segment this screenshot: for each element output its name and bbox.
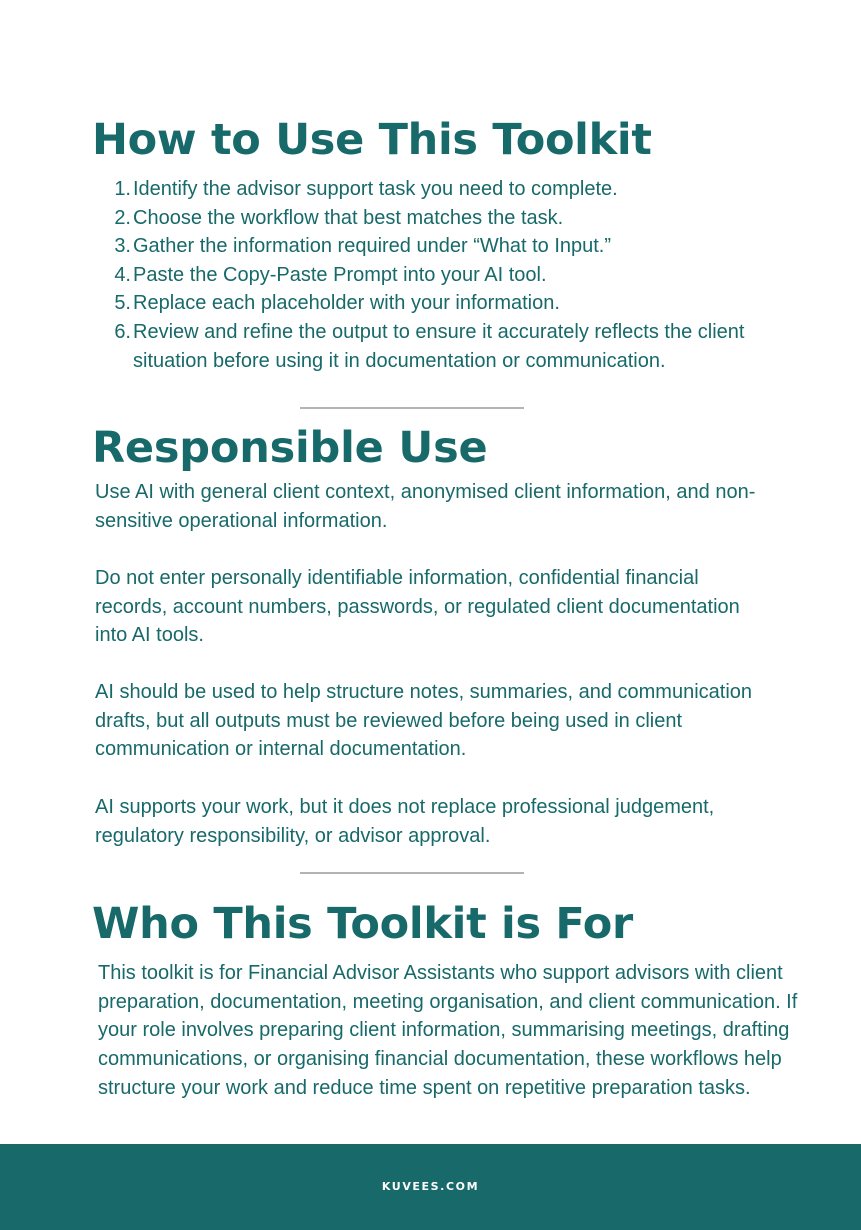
step-number: 4. (114, 263, 131, 286)
responsible-use-paragraph: Use AI with general client context, anonymised client information, and non-sensitive operational information. (95, 481, 756, 532)
footer-website-link[interactable]: KUVEES.COM (381, 1180, 480, 1193)
step-item (106, 175, 806, 204)
step-text: Paste the Copy-Paste Prompt into your AI tool. (133, 263, 547, 286)
step-text: Replace each placeholder with your information. (133, 292, 560, 315)
step-item (106, 204, 806, 233)
step-number: 6. (114, 320, 131, 343)
who-for-paragraph: This toolkit is for Financial Advisor Assistants who support advisors with client preparation, documentation, meeting organisation, and client communication. If your role involves preparing client information, summarising meetings, drafting communications, or organising financial documentation, these workflows help structure your work and reduce time spent on repetitive preparation tasks. (98, 962, 798, 1099)
section-divider (300, 407, 524, 409)
how-to-use-heading: How to Use This Toolkit (92, 115, 652, 165)
responsible-use-heading: Responsible Use (92, 423, 488, 473)
step-text: Identify the advisor support task you need to complete. (133, 178, 618, 200)
step-number: 1. (114, 178, 131, 200)
step-item (106, 318, 806, 375)
step-number: 5. (114, 292, 131, 315)
step-text: Review and refine the output to ensure it accurately reflects the client situation before using it in documentation or communication. (133, 320, 745, 372)
who-for-heading: Who This Toolkit is For (92, 899, 633, 949)
responsible-use-paragraph: AI supports your work, but it does not replace professional judgement, regulatory responsibility, or advisor approval. (95, 796, 715, 847)
responsible-use-paragraph: Do not enter personally identifiable information, confidential financial records, account numbers, passwords, or regulated client documentation into AI tools. (95, 567, 740, 647)
section-divider (300, 872, 524, 874)
step-text: Gather the information required under “What to Input.” (133, 235, 612, 258)
responsible-use-paragraph: AI should be used to help structure notes, summaries, and communication drafts, but all outputs must be reviewed before being used in client communication or internal documentation. (95, 681, 753, 761)
step-item (106, 261, 806, 290)
how-to-use-steps (106, 175, 806, 375)
step-text: Choose the workflow that best matches the task. (133, 206, 564, 229)
step-item (106, 232, 806, 261)
step-number: 2. (114, 206, 131, 229)
step-item (106, 289, 806, 318)
step-number: 3. (114, 235, 131, 258)
